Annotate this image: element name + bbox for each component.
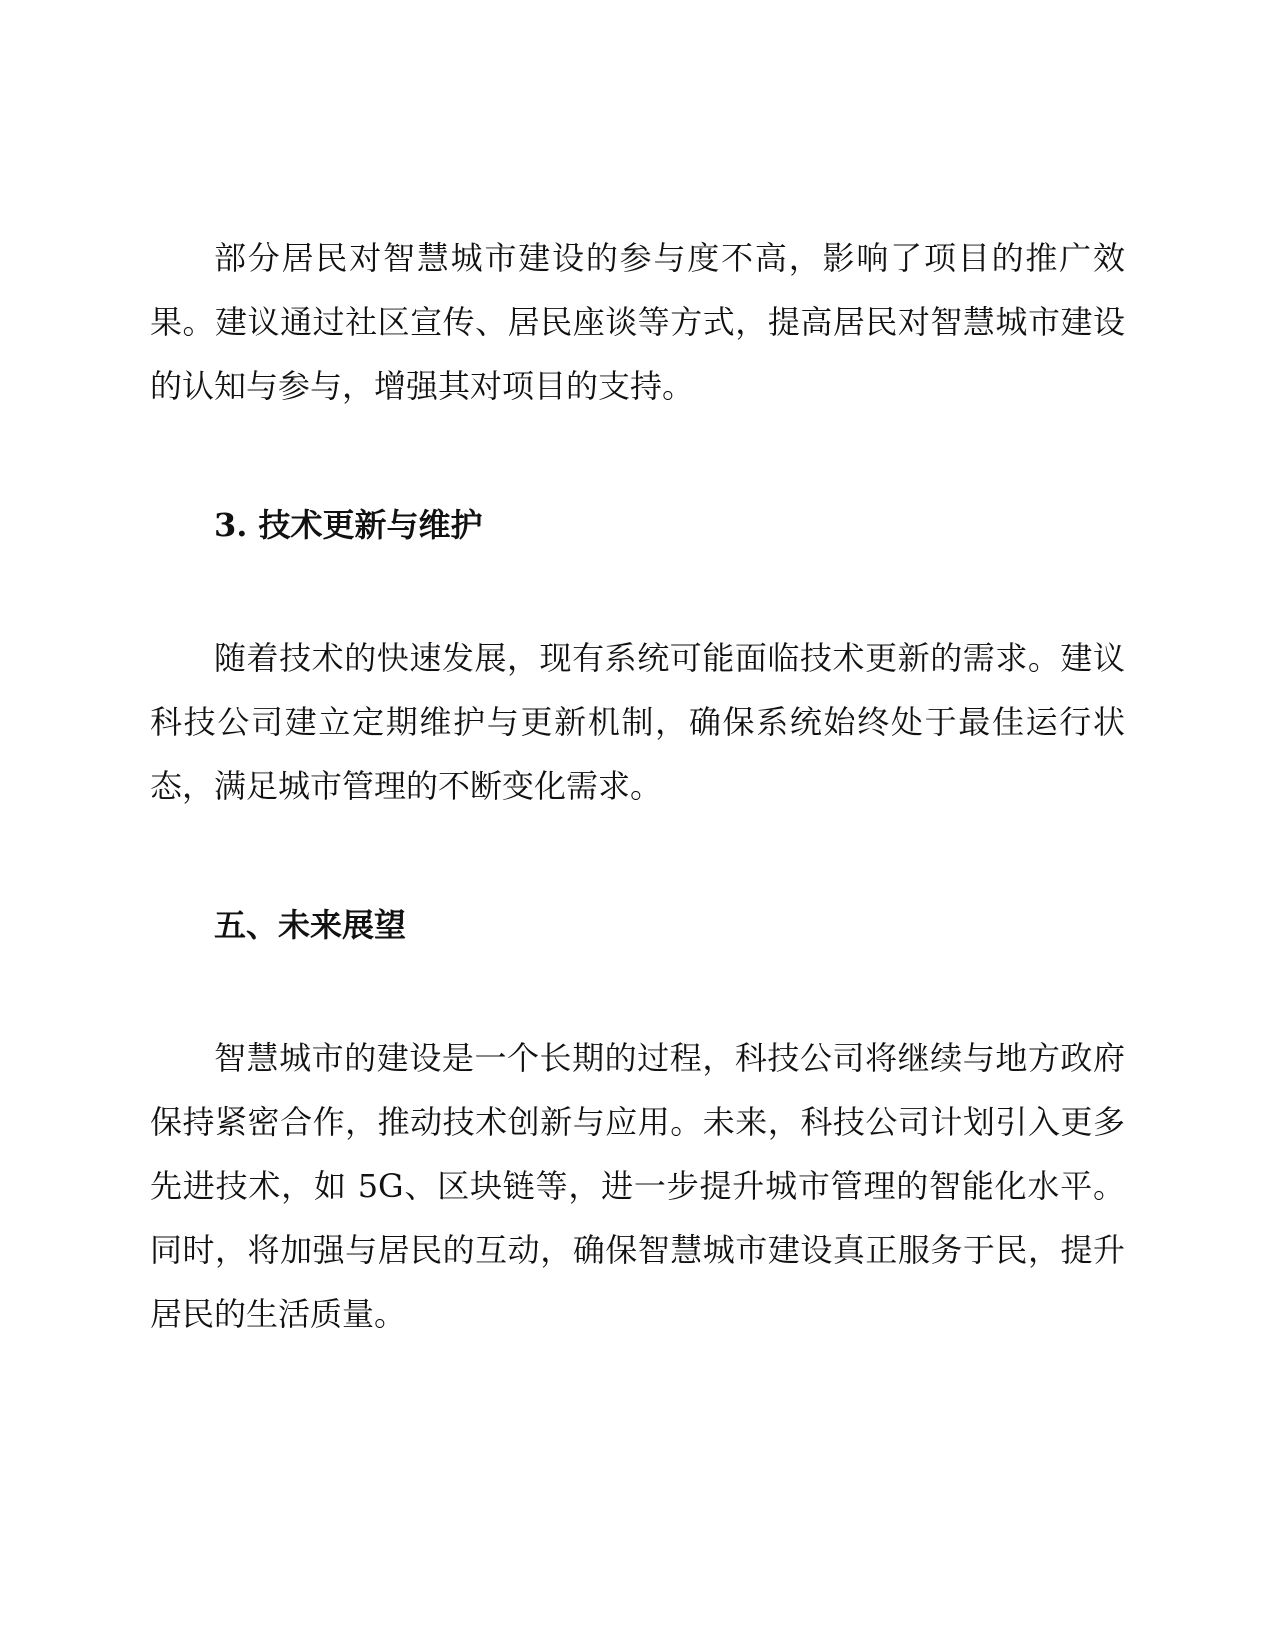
paragraph-future-outlook: 智慧城市的建设是一个长期的过程，科技公司将继续与地方政府保持紧密合作，推动技术创新与应用。未来，科技公司计划引入更多先进技术，如 5G、区块链等，进一步提升城市管理的智能化水平。同时，将加强与居民的互动，确保智慧城市建设真正服务于民，提升居民的生活质量。 bbox=[150, 1039, 1125, 1333]
paragraph-resident-participation: 部分居民对智慧城市建设的参与度不高，影响了项目的推广效果。建议通过社区宣传、居民座谈等方式，提高居民对智慧城市建设的认知与参与，增强其对项目的支持。 bbox=[150, 239, 1125, 405]
heading-future-outlook: 五、未来展望 bbox=[214, 906, 407, 944]
paragraph-tech-maintenance: 随着技术的快速发展，现有系统可能面临技术更新的需求。建议科技公司建立定期维护与更新机制，确保系统始终处于最佳运行状态，满足城市管理的不断变化需求。 bbox=[150, 639, 1125, 805]
heading-tech-update: 3. 技术更新与维护 bbox=[214, 506, 483, 544]
